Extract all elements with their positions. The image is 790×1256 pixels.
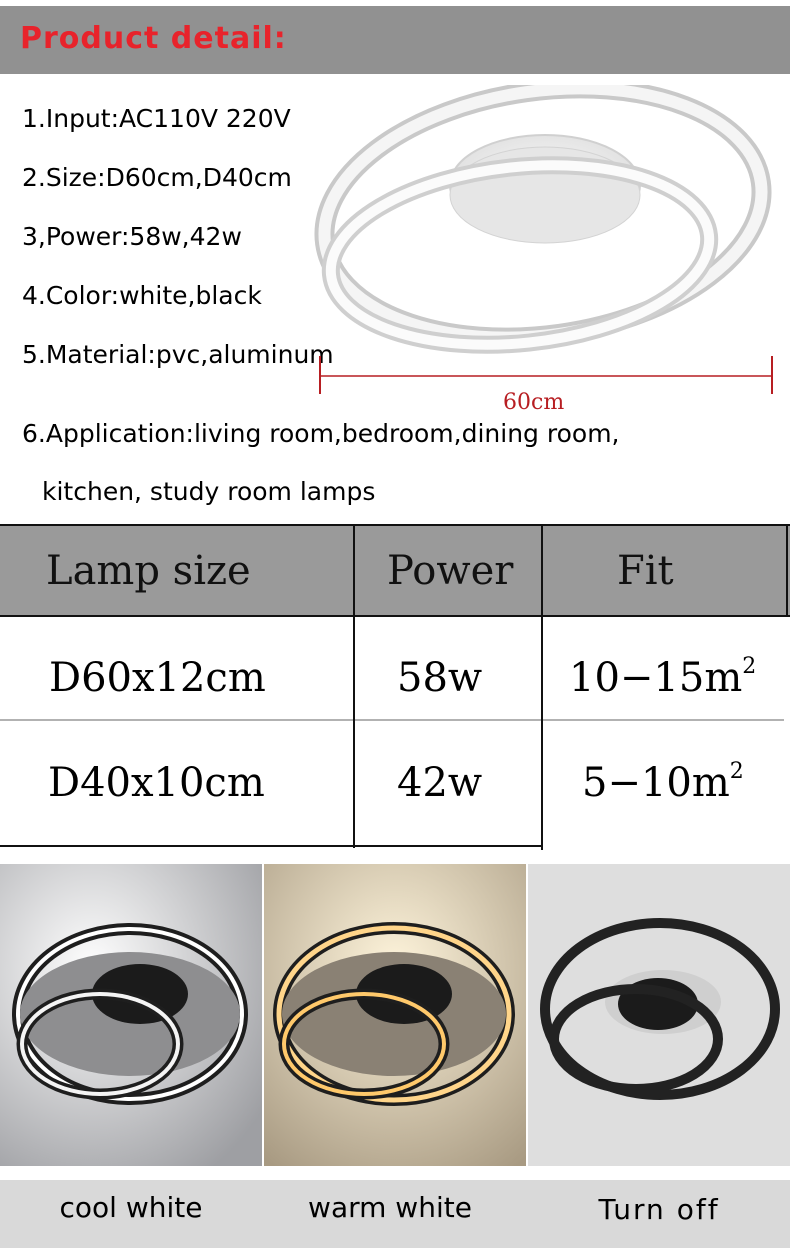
table-cell-size: D40x10cm <box>48 760 265 806</box>
spec-application: 6.Application:living room,bedroom,dining room, <box>22 419 620 448</box>
product-photo-white-lamp <box>305 85 790 365</box>
table-cell-fit: $5-10m^2$ <box>582 759 744 806</box>
spec-application-cont: kitchen, study room lamps <box>42 477 376 506</box>
table-header-fit: Fit <box>617 548 674 594</box>
dimension-label: 60cm <box>503 390 565 415</box>
photo-turn-off <box>528 864 790 1166</box>
table-header-lamp-size: Lamp size <box>46 548 251 594</box>
caption-turn-off: Turn off <box>598 1193 720 1226</box>
table-cell-power: 58w <box>397 655 483 701</box>
caption-cool-white: cool white <box>59 1191 203 1224</box>
photo-warm-white <box>264 864 526 1166</box>
table-cell-fit: $10-15m^2$ <box>569 654 757 701</box>
page-title: Product detail: <box>20 21 287 56</box>
spec-size: 2.Size:D60cm,D40cm <box>22 163 292 192</box>
table-header-power: Power <box>387 548 514 594</box>
spec-color: 4.Color:white,black <box>22 281 262 310</box>
spec-table <box>0 524 790 850</box>
spec-material: 5.Material:pvc,aluminum <box>22 340 334 369</box>
caption-warm-white: warm white <box>308 1191 472 1224</box>
table-cell-power: 42w <box>397 760 483 806</box>
photo-cool-white <box>0 864 262 1166</box>
table-cell-size: D60x12cm <box>49 655 266 701</box>
spec-power: 3,Power:58w,42w <box>22 222 242 251</box>
spec-input: 1.Input:AC110V 220V <box>22 104 291 133</box>
